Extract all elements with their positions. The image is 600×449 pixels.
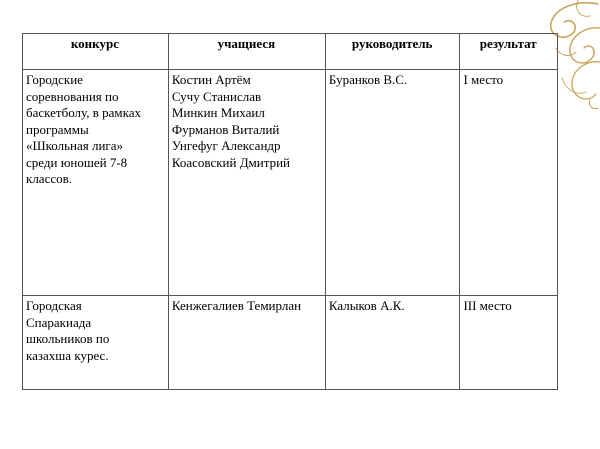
student-name: Кенжегалиев Темирлан — [171, 298, 302, 313]
leader-cell: Калыков А.К. — [325, 296, 460, 390]
table-row — [23, 70, 558, 296]
contest-line: среди юношей 7-8 — [26, 154, 128, 170]
table-header-row — [23, 34, 558, 70]
student-name: Костин Артём — [171, 72, 251, 87]
table-row — [23, 296, 558, 390]
student-name: Минкин Михаил — [171, 105, 265, 120]
results-table — [22, 33, 558, 390]
student-name: Сучу Станислав — [171, 88, 262, 104]
header-result: результат — [460, 34, 558, 70]
contest-line: классов. — [26, 171, 73, 186]
contest-line: программы — [26, 121, 89, 137]
contest-line: Спаракиада — [26, 314, 92, 330]
contest-line: Городская — [26, 298, 82, 313]
contest-cell — [23, 70, 169, 296]
student-name: Фурманов Виталий — [171, 121, 280, 137]
contest-line: баскетболу, в рамках — [26, 105, 142, 120]
contest-line: Городские — [26, 72, 83, 87]
contest-cell — [23, 296, 169, 390]
result-cell: III место — [460, 296, 558, 390]
header-leader: руководитель — [325, 34, 460, 70]
student-name: Коасовский Дмитрий — [171, 154, 290, 170]
header-students: учащиеся — [168, 34, 325, 70]
contest-line: соревнования по — [26, 88, 119, 104]
student-name: Унгефуг Александр — [171, 138, 281, 153]
leader-cell: Буранков В.С. — [325, 70, 460, 296]
students-cell — [168, 296, 325, 390]
contest-line: школьников по — [26, 331, 110, 346]
contest-line: казахша курес. — [26, 347, 109, 363]
header-contest: конкурс — [23, 34, 169, 70]
students-cell — [168, 70, 325, 296]
result-cell: I место — [460, 70, 558, 296]
contest-line: «Школьная лига» — [26, 138, 124, 153]
